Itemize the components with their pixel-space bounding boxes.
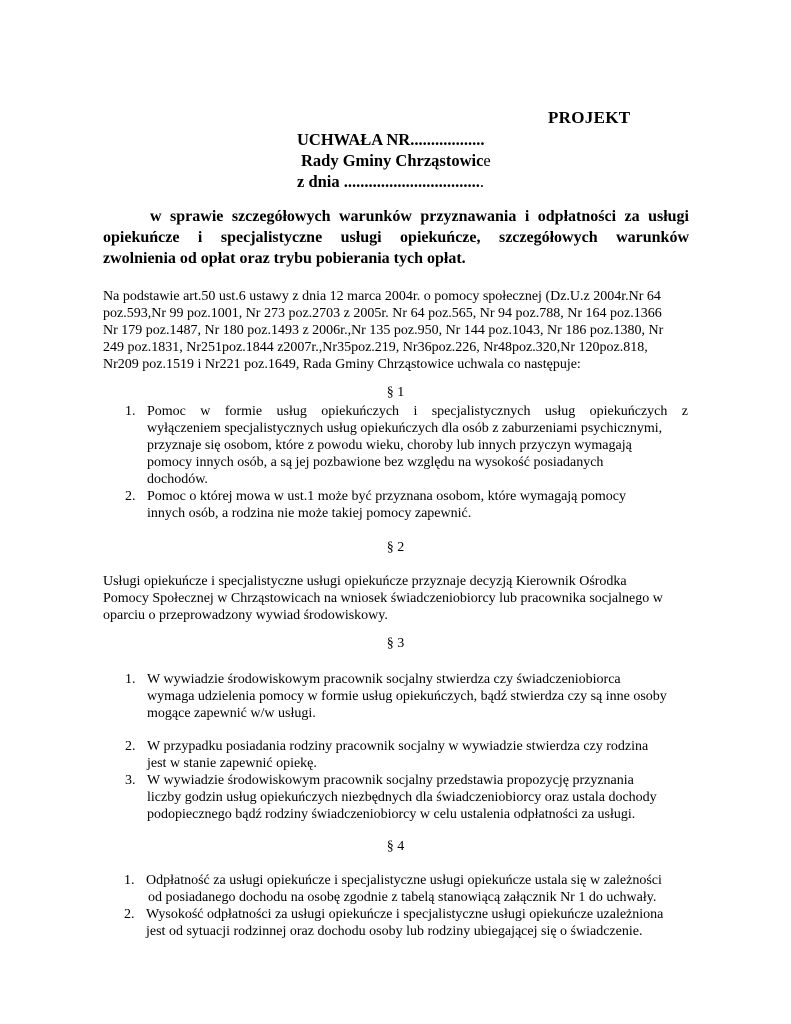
list-item-line: Odpłatność za usługi opiekuńcze i specjalistyczne usługi opiekuńcze ustala się w zależności xyxy=(146,873,662,888)
list-item-line: jest w stanie zapewnić opiekę. xyxy=(147,756,317,771)
list-number: 1. xyxy=(124,873,135,888)
preamble-line: Nr209 poz.1519 i Nr221 poz.1649, Rada Gminy Chrząstowice uchwala co następuje: xyxy=(103,357,581,372)
paragraph-line: Usługi opiekuńcze i specjalistyczne usługi opiekuńcze przyznaje decyzją Kierownik Ośrodka xyxy=(103,574,627,589)
list-item-line: liczby godzin usług opiekuńczych niezbędnych dla świadczeniobiorcy oraz ustala dochody xyxy=(147,790,657,805)
title-line: zwolnienia od opłat oraz trybu pobierania tych opłat. xyxy=(103,250,466,267)
list-item-line: pomocy innych osób, a są jej pozbawione bez względu na wysokość posiadanych xyxy=(147,455,604,470)
council-name xyxy=(301,151,491,171)
list-item-line: W wywiadzie środowiskowym pracownik socjalny stwierdza czy świadczeniobiorca xyxy=(147,672,621,687)
list-item-line: wymaga udzielenia pomocy w formie usług opiekuńczych, bądź stwierdza czy są inne osoby xyxy=(147,689,667,704)
list-item-line: Wysokość odpłatności za usługi opiekuńcze i specjalistyczne usługi opiekuńcze uzależniona xyxy=(146,907,664,922)
council-name-main: Rady Gminy Chrząstowic xyxy=(301,151,484,170)
projekt-label: PROJEKT xyxy=(548,108,631,127)
section-heading: § 4 xyxy=(386,839,405,854)
preamble-line: Nr 179 poz.1487, Nr 180 poz.1493 z 2006r.,Nr 135 poz.950, Nr 144 poz.1043, Nr 186 poz.1380, Nr xyxy=(103,323,664,338)
list-number: 1. xyxy=(125,672,136,687)
title-line: w sprawie szczegółowych warunków przyznawania i odpłatności za usługi xyxy=(150,208,689,225)
resolution-date-tail: . xyxy=(479,172,485,191)
paragraph-line: Pomocy Społecznej w Chrząstowicach na wniosek świadczeniobiorcy lub pracownika socjalnego w xyxy=(103,591,663,606)
list-number: 2. xyxy=(125,489,136,504)
title-line: opiekuńcze i specjalistyczne usługi opiekuńcze, szczegółowych warunków xyxy=(103,229,689,246)
list-item-line: jest od sytuacji rodzinnej oraz dochodu osoby lub rodziny ubiegającej się o świadczenie. xyxy=(146,924,643,939)
preamble-line: poz.593,Nr 99 poz.1001, Nr 273 poz.2703 z 2005r. Nr 64 poz.565, Nr 94 poz.788, Nr 164 poz.1366 xyxy=(103,306,662,321)
list-number: 2. xyxy=(124,907,135,922)
list-item-line: przyznaje się osobom, które z powodu wieku, choroby lub innych przyczyn wymagają xyxy=(147,438,632,453)
list-number: 2. xyxy=(125,739,136,754)
resolution-date xyxy=(297,172,484,192)
resolution-number: UCHWAŁA NR.................. xyxy=(297,130,485,149)
list-item-line: W wywiadzie środowiskowym pracownik socjalny przedstawia propozycję przyznania xyxy=(147,773,634,788)
list-number: 3. xyxy=(125,773,136,788)
section-heading: § 1 xyxy=(386,385,405,400)
list-item-line: Pomoc o której mowa w ust.1 może być przyznana osobom, które wymagają pomocy xyxy=(147,489,626,504)
list-item-line: W przypadku posiadania rodziny pracownik socjalny w wywiadzie stwierdza czy rodzina xyxy=(147,739,649,754)
list-item-line: mogące zapewnić w/w usługi. xyxy=(147,706,316,721)
list-item-line: od posiadanego dochodu na osobę zgodnie z tabelą stanowiącą załącznik Nr 1 do uchwały. xyxy=(148,890,657,905)
list-number: 1. xyxy=(125,404,136,419)
list-item-line: podopiecznego bądź rodziny świadczeniobiorcy w celu ustalenia odpłatności za usługi. xyxy=(147,807,636,822)
paragraph-line: oparciu o przeprowadzony wywiad środowiskowy. xyxy=(103,608,388,623)
list-item-line: innych osób, a rodzina nie może takiej pomocy zapewnić. xyxy=(147,506,472,521)
preamble-line: 249 poz.1831, Nr251poz.1844 z2007r.,Nr35poz.219, Nr36poz.226, Nr48poz.320,Nr 120poz.818, xyxy=(103,340,648,355)
list-item-line: wyłączeniem specjalistycznych usług opiekuńczych dla osób z zaburzeniami psychicznymi, xyxy=(147,421,663,436)
section-heading: § 3 xyxy=(386,636,405,651)
list-item-line: Pomoc w formie usług opiekuńczych i specjalistycznych usług opiekuńczych z xyxy=(147,404,688,419)
preamble-line: Na podstawie art.50 ust.6 ustawy z dnia 12 marca 2004r. o pomocy społecznej (Dz.U.z 2004r.Nr 64 xyxy=(103,289,661,304)
council-name-tail: e xyxy=(483,151,491,170)
section-heading: § 2 xyxy=(386,540,405,555)
resolution-date-main: z dnia ................................. xyxy=(297,172,480,191)
list-item-line: dochodów. xyxy=(147,472,208,487)
